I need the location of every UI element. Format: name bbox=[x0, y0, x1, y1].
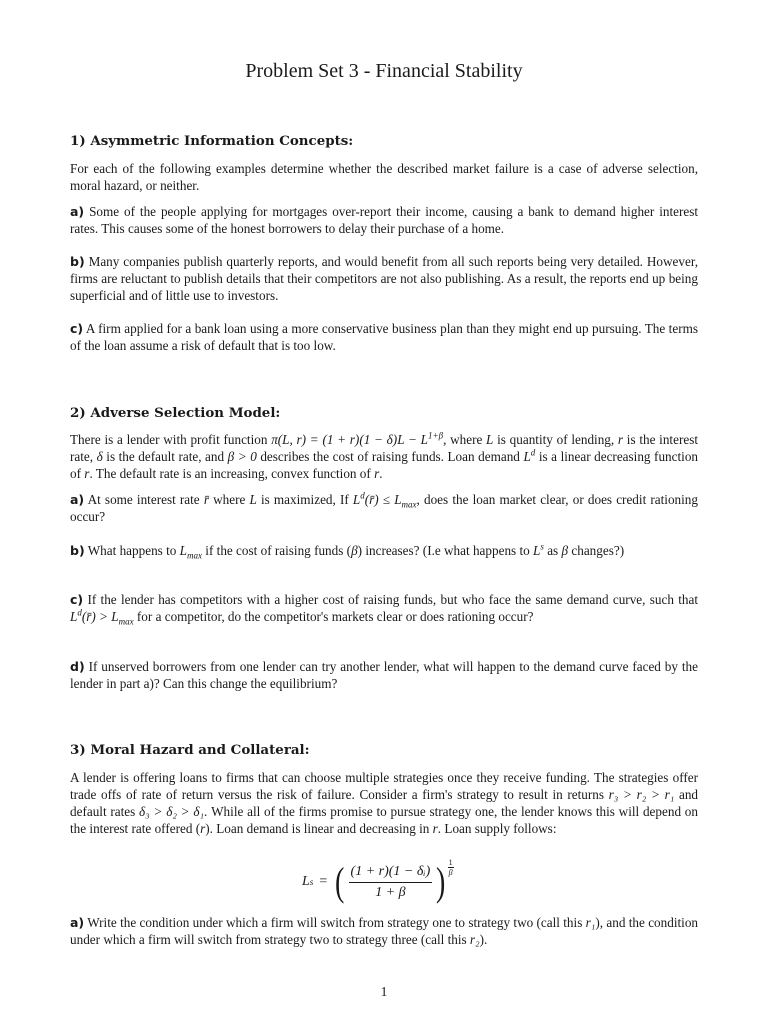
formula-denominator: 1 + β bbox=[375, 884, 406, 900]
intro-text: . Loan supply follows: bbox=[437, 821, 557, 836]
math-condition: (r̄) > L bbox=[81, 609, 119, 624]
section-2-intro: There is a lender with profit function π(L, $r) = (1 + r)(1 - \delta)L - L^{1+\beta}$, where L is quantity of lending, r is the interest rate, δ is the default rate, and β > 0 describes the cost of raising funds. Loan demand $L^d$ is a linear decreasing function of r. The default rate is an increasing, convex function of r. bbox=[70, 430, 699, 481]
question-2d bbox=[70, 658, 698, 692]
intro-text: is the interest rate, bbox=[70, 432, 698, 464]
question-2b bbox=[70, 542, 698, 559]
math-r: r bbox=[200, 821, 206, 836]
section-heading-2: 2) Adverse Selection Model: bbox=[70, 405, 281, 421]
page-number: 1 bbox=[380, 984, 388, 999]
question-text: where bbox=[208, 492, 250, 507]
math-r: r bbox=[84, 466, 90, 481]
math-L: L bbox=[179, 543, 187, 558]
question-text: ) increases? (I.e what happens to bbox=[357, 543, 534, 558]
question-text: is maximized, If bbox=[256, 492, 353, 507]
math-L: L bbox=[533, 543, 541, 558]
formula-numerator: (1 + r)(1 − δᵢ) bbox=[349, 864, 433, 883]
question-2a bbox=[70, 491, 698, 525]
question-text: ), and the condition under which a firm will switch from strategy two to strategy three (call this bbox=[70, 915, 699, 947]
question-text: Many companies publish quarterly reports, and would benefit from all such reports being very detailed. However, firms are reluctant to publish details that their competitors are not also publishing. As a result, the reports end up being superficial and of little use to investors. bbox=[70, 254, 698, 303]
formula-fraction bbox=[349, 864, 433, 901]
question-3a bbox=[70, 914, 698, 948]
exponent-numerator: 1 bbox=[448, 858, 453, 867]
question-text: if the cost of raising funds ( bbox=[202, 543, 352, 558]
formula-exponent bbox=[448, 858, 454, 877]
math-L: L bbox=[70, 609, 78, 624]
math-condition: (r̄) ≤ L bbox=[364, 492, 402, 507]
math-max: max bbox=[401, 499, 417, 510]
math-r: r bbox=[432, 821, 438, 836]
question-text: for a competitor, do the competitor's markets clear or does rationing occur? bbox=[133, 609, 534, 624]
question-1a bbox=[70, 203, 698, 237]
math-d: d bbox=[530, 447, 536, 458]
question-label: c) bbox=[70, 321, 84, 336]
math-L: L bbox=[249, 492, 257, 507]
question-text: A firm applied for a bank loan using a more conservative business plan than they might end up pursuing. The terms of the loan assume a risk of default that is too low. bbox=[70, 321, 698, 353]
math-L: L bbox=[486, 432, 494, 447]
section-heading-1: 1) Asymmetric Information Concepts: bbox=[70, 133, 354, 149]
intro-text: is quantity of lending, bbox=[493, 432, 618, 447]
question-label: b) bbox=[70, 254, 85, 269]
intro-text: A lender is offering loans to firms that can choose multiple strategies once they receive funding. The strategies offer trade offs of rate of return versus the risk of failure. Consider a firm's strategy to result in returns bbox=[70, 770, 698, 802]
intro-text: describes the cost of raising funds. Loan demand bbox=[256, 449, 524, 464]
profit-exponent: 1+β bbox=[428, 430, 444, 441]
question-text: ). bbox=[479, 932, 488, 947]
question-2c bbox=[70, 591, 698, 625]
question-1b bbox=[70, 253, 698, 304]
question-text: Some of the people applying for mortgages over-report their income, causing a bank to demand higher interest rates. This causes some of the honest borrowers to delay their purchase of a home. bbox=[70, 204, 699, 236]
math-r: r bbox=[374, 466, 380, 481]
math-beta: β bbox=[561, 543, 569, 558]
intro-text: is a linear decreasing function of bbox=[70, 449, 699, 481]
math-defaults: δ₃ > δ₂ > δ₁ bbox=[139, 804, 205, 819]
math-r2: r₂ bbox=[469, 932, 480, 947]
question-label: a) bbox=[70, 204, 85, 219]
math-L: L bbox=[352, 492, 361, 507]
question-label: a) bbox=[70, 915, 85, 930]
math-delta: δ bbox=[96, 449, 103, 464]
question-text: If the lender has competitors with a higher cost of raising funds, but who face the same demand curve, such that bbox=[87, 592, 699, 607]
profit-function: π(L, r) = (1 + r)(1 − δ)L − L bbox=[271, 432, 428, 447]
section-1-intro: For each of the following examples determine whether the described market failure is a case of adverse selection, moral hazard, or neither. bbox=[70, 161, 698, 193]
intro-text: , where bbox=[443, 432, 487, 447]
question-text: If unserved borrowers from one lender can try another lender, what will happen to the demand curve faced by the lender in part a)? Can this change the equilibrium? bbox=[70, 659, 699, 691]
math-s: s bbox=[540, 541, 544, 552]
question-text: What happens to bbox=[87, 543, 180, 558]
question-text: At some interest rate bbox=[87, 492, 204, 507]
exponent-denominator: β bbox=[448, 868, 453, 877]
math-d: d bbox=[360, 490, 365, 501]
math-returns: r₃ > r₂ > r₁ bbox=[608, 787, 675, 802]
section-3-intro bbox=[70, 769, 698, 837]
intro-text: ). Loan demand is linear and decreasing in bbox=[205, 821, 433, 836]
question-label: a) bbox=[70, 492, 85, 507]
intro-text: There is a lender with profit function bbox=[70, 432, 272, 447]
question-text: Write the condition under which a firm will switch from strategy one to strategy two (call this bbox=[87, 915, 586, 930]
question-text: as bbox=[543, 543, 562, 558]
intro-text: is the default rate, and bbox=[102, 449, 228, 464]
loan-supply-formula: L s = ( $\frac{\text{(1 + r)(1 − δᵢ)}}{1 + \beta}$ ) $\frac{1}{\beta}$ bbox=[302, 858, 453, 904]
left-paren: ( bbox=[335, 859, 345, 904]
math-d: d bbox=[77, 607, 82, 618]
math-max: max bbox=[118, 616, 134, 627]
math-rbar: r̄ bbox=[203, 492, 209, 507]
intro-text: and default rates bbox=[70, 787, 699, 819]
math-r: r bbox=[617, 432, 624, 447]
math-r1: r₁ bbox=[585, 915, 596, 930]
question-label: b) bbox=[70, 543, 85, 558]
math-beta: β bbox=[351, 543, 358, 558]
question-text: changes?) bbox=[568, 543, 625, 558]
question-label: d) bbox=[70, 659, 85, 674]
math-beta-cond: β > 0 bbox=[227, 449, 257, 464]
page-title: Problem Set 3 - Financial Stability bbox=[245, 60, 523, 82]
question-label: c) bbox=[70, 592, 84, 607]
right-paren: ) bbox=[436, 859, 446, 904]
math-max: max bbox=[187, 550, 202, 561]
question-1c bbox=[70, 320, 698, 354]
math-L: L bbox=[523, 449, 531, 464]
intro-text: . The default rate is an increasing, convex function of bbox=[89, 466, 375, 481]
section-heading-3: 3) Moral Hazard and Collateral: bbox=[70, 742, 310, 758]
question-text: , does the loan market clear, or does credit rationing occur? bbox=[70, 492, 698, 524]
formula-equals: = bbox=[319, 874, 328, 889]
intro-text: . While all of the firms promise to pursue strategy one, the lender knows this will depend on the interest rate offered ( bbox=[70, 804, 698, 836]
formula-lhs: L bbox=[302, 874, 310, 889]
